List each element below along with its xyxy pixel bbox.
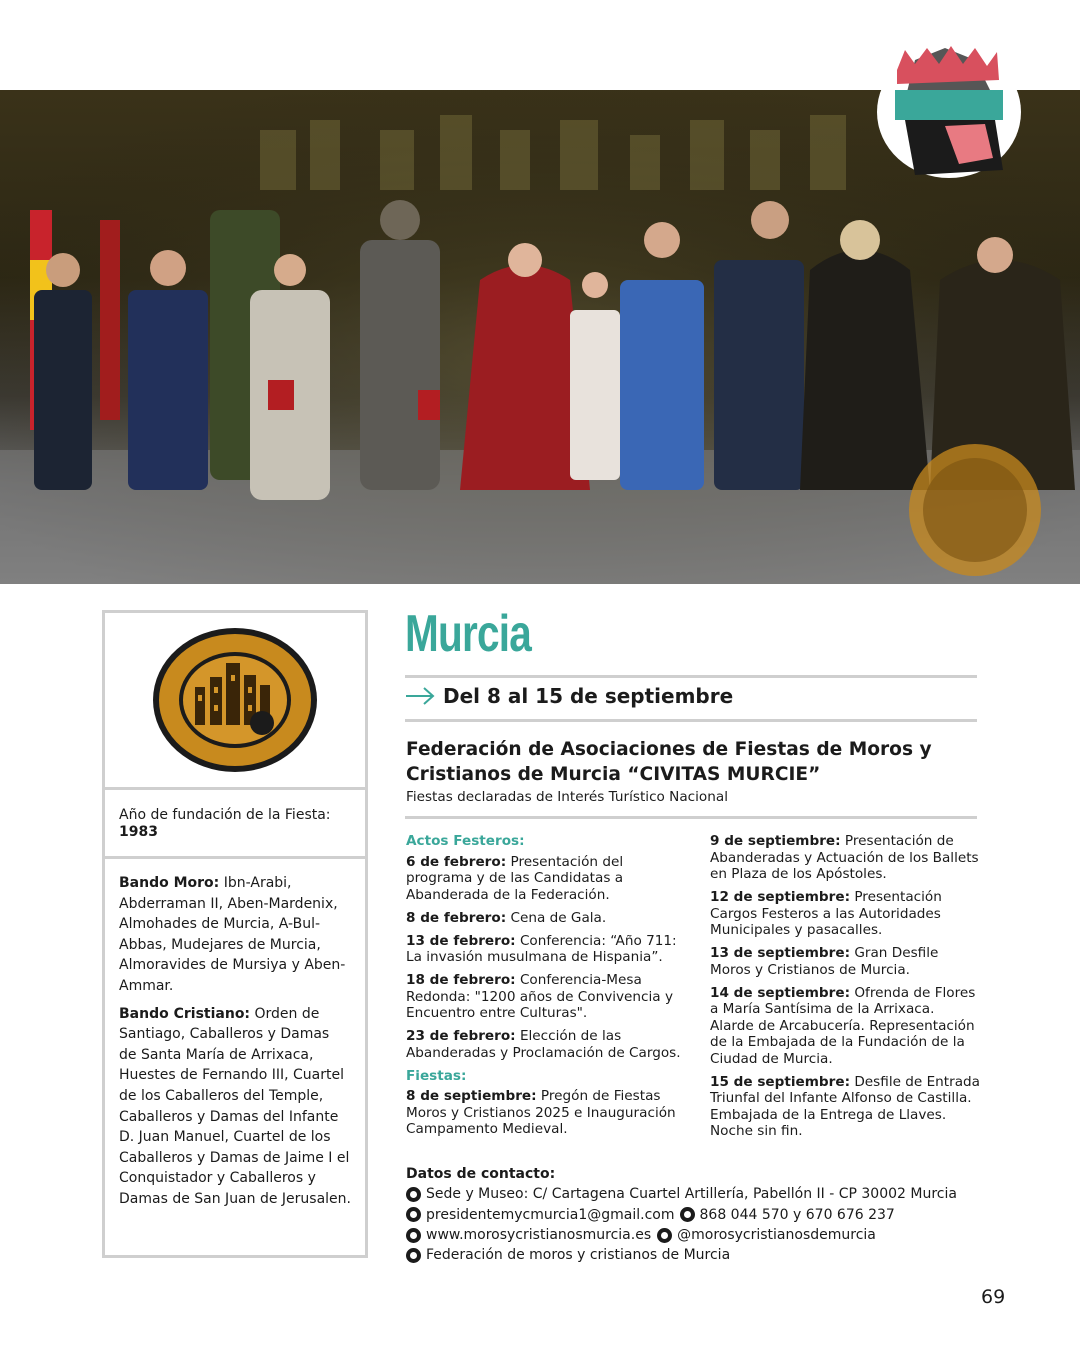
divider — [405, 816, 977, 819]
knight-badge — [875, 40, 1023, 180]
contact-block — [406, 1164, 957, 1265]
facebook-link[interactable]: Federación de moros y cristianos de Murcia — [426, 1247, 731, 1264]
contact-heading: Datos de contacto: — [406, 1166, 556, 1182]
bando-moro-label: Bando Moro: — [119, 875, 220, 891]
info-sidebar — [102, 610, 368, 1258]
bando-cristiano — [119, 1004, 351, 1210]
tourist-declaration: Fiestas declaradas de Interés Turístico Nacional — [406, 789, 728, 805]
phone-number[interactable]: 868 044 570 y 670 676 237 — [699, 1206, 895, 1223]
list-item: 14 de septiembre: Ofrenda de Flores a María Santísima de la Arrixaca. Alarde de Arcabucería. Representación de la Embajada de la Fundación de la Ciudad de Murcia. — [710, 984, 976, 1067]
list-item: 9 de septiembre: Presentación de Abanderadas y Actuación de los Ballets en Plaza de los Apóstoles. — [710, 833, 979, 882]
phone-icon — [680, 1207, 695, 1222]
contact-facebook — [406, 1245, 957, 1265]
bandos — [105, 859, 365, 1210]
list-item: 18 de febrero: Conferencia-Mesa Redonda: "1200 años de Convivencia y Encuentro entre Culturas". — [406, 972, 673, 1021]
list-item: 13 de febrero: Conferencia: “Año 711: La invasión musulmana de Hispania”. — [406, 932, 677, 965]
list-item: 6 de febrero: Presentación del programa y de las Candidatas a Abanderada de la Federación. — [406, 853, 624, 903]
list-item: 15 de septiembre: Desfile de Entrada Triunfal del Infante Alfonso de Castilla. Embajada de la Entrega de Llaves. Noche sin fin. — [710, 1073, 981, 1139]
contact-address: Sede y Museo: C/ Cartagena Cuartel Artillería, Pabellón II - CP 30002 Murcia — [406, 1184, 957, 1204]
federation-logo — [105, 613, 365, 790]
facebook-icon — [406, 1248, 421, 1263]
list-item: 12 de septiembre: Presentación Cargos Festeros a las Autoridades Municipales y pasacalles. — [710, 889, 942, 938]
bando-moro-text: Ibn-Arabi, Abderraman II, Aben-Mardenix, Almohades de Murcia, A-Bul-Abbas, Mudejares de Murcia, Almoravides de Mursiya y Aben-Ammar. — [119, 875, 346, 994]
divider — [405, 675, 977, 678]
divider — [405, 719, 977, 722]
actos-heading: Actos Festeros: — [406, 833, 525, 849]
list-item: 8 de febrero: Cena de Gala. — [406, 909, 607, 926]
instagram-link[interactable]: @morosycristianosdemurcia — [677, 1226, 876, 1243]
fiestas-heading: Fiestas: — [406, 1067, 467, 1084]
contact-email-phone — [406, 1205, 957, 1225]
instagram-icon — [657, 1228, 672, 1243]
bando-cristiano-text: Orden de Santiago, Caballeros y Damas de Santa María de Arrixaca, Huestes de Fernando III, Cuartel de los Caballeros del Temple, Caballeros y Damas del Infante D. Juan Manuel, Cuartel de los Caballeros y Damas de Jaime I el Conquistador y Caballeros y Damas de San Juan de Jerusalen. — [119, 1005, 351, 1207]
founding-year: 1983 — [119, 824, 158, 840]
arrow-right-icon — [405, 686, 435, 706]
list-item: 8 de septiembre: Pregón de Fiestas Moros y Cristianos 2025 e Inauguración Campamento Medieval. — [406, 1088, 676, 1137]
website-link[interactable]: www.morosycristianosmurcia.es — [426, 1226, 652, 1243]
dates-row — [405, 684, 733, 708]
list-item: 23 de febrero: Elección de las Abanderadas y Proclamación de Cargos. — [406, 1028, 681, 1061]
page-title: Murcia — [405, 605, 532, 663]
knight-icon — [875, 40, 1023, 180]
globe-icon — [406, 1228, 421, 1243]
founding-info — [105, 790, 365, 859]
seal-watermark — [909, 444, 1041, 576]
bando-cristiano-label: Bando Cristiano: — [119, 1005, 251, 1022]
contact-web — [406, 1225, 957, 1245]
events-col-right — [710, 833, 980, 1146]
location-pin-icon — [406, 1187, 421, 1202]
email-icon — [406, 1207, 421, 1222]
founding-label: Año de fundación de la Fiesta: — [119, 807, 331, 823]
festival-dates: Del 8 al 15 de septiembre — [443, 684, 734, 708]
seal-icon — [150, 625, 320, 775]
bando-moro — [119, 873, 351, 997]
email-link[interactable]: presidentemycmurcia1@gmail.com — [426, 1206, 675, 1223]
list-item: 13 de septiembre: Gran Desfile Moros y Cristianos de Murcia. — [710, 945, 939, 978]
page-number: 69 — [981, 1286, 1006, 1308]
federation-name: Federación de Asociaciones de Fiestas de Moros y Cristianos de Murcia “CIVITAS MURCIE” — [406, 739, 932, 785]
events-col-left — [406, 833, 692, 1144]
